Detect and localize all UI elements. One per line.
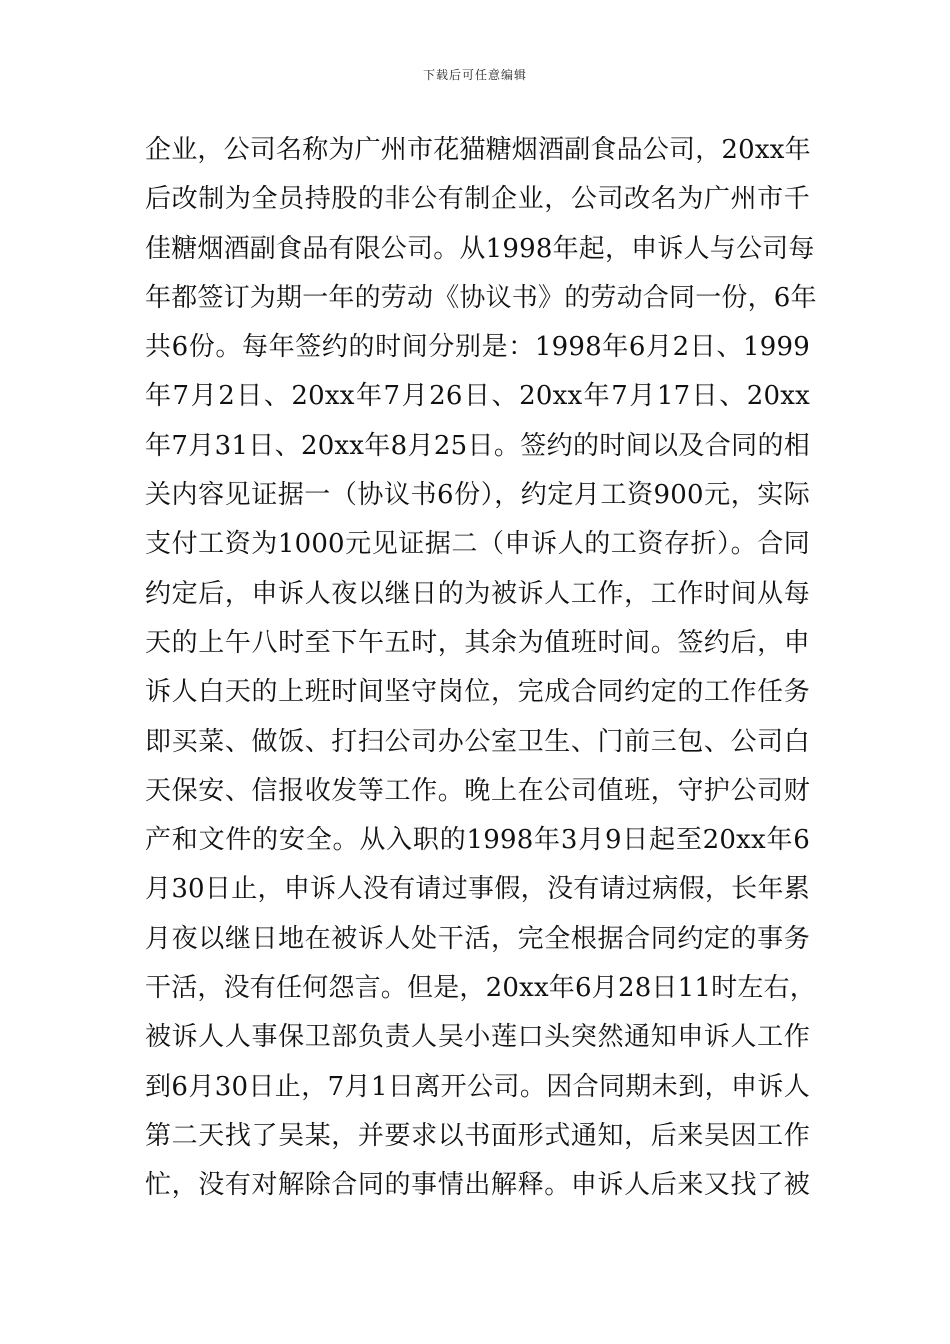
text-line: 关内容见证据一（协议书6份），约定月工资900元，实际 (145, 480, 810, 511)
text-line: 天的上午八时至下午五时，其余为值班时间。签约后，申 (145, 627, 810, 658)
text-line: 后改制为全员持股的非公有制企业，公司改名为广州市千 (145, 184, 810, 215)
text-line: 约定后，申诉人夜以继日的为被诉人工作，工作时间从每 (145, 578, 810, 609)
text-line: 到6月30日止，7月1日离开公司。因合同期未到，申诉人 (145, 1071, 810, 1102)
text-line: 年7月31日、20xx年8月25日。签约的时间以及合同的相 (145, 430, 810, 461)
text-line: 佳糖烟酒副食品有限公司。从1998年起，申诉人与公司每 (145, 233, 815, 264)
text-line: 支付工资为1000元见证据二（申诉人的工资存折）。合同 (145, 529, 810, 560)
text-line: 企业，公司名称为广州市花猫糖烟酒副食品公司，20xx年 (145, 135, 811, 165)
text-line: 诉人白天的上班时间坚守岗位，完成合同约定的工作任务 (145, 677, 810, 708)
text-line: 年都签订为期一年的劳动《协议书》的劳动合同一份，6年 (145, 282, 817, 313)
text-line: 天保安、信报收发等工作。晚上在公司值班，守护公司财 (145, 775, 810, 806)
text-line: 月30日止，申诉人没有请过事假，没有请过病假，长年累 (145, 874, 810, 905)
text-line: 年7月2日、20xx年7月26日、20xx年7月17日、20xx (145, 381, 810, 412)
text-line: 共6份。每年签约的时间分别是：1998年6月2日、1999 (145, 332, 810, 363)
page-header: 下载后可任意编辑 (422, 68, 527, 82)
text-line: 忙，没有对解除合同的事情出解释。申诉人后来又找了被 (145, 1170, 810, 1201)
text-line: 被诉人人事保卫部负责人吴小莲口头突然通知申诉人工作 (145, 1022, 810, 1053)
text-line: 月夜以继日地在被诉人处干活，完全根据合同约定的事务 (145, 923, 810, 954)
body-text (145, 126, 817, 1211)
text-line: 即买菜、做饭、打扫公司办公室卫生、门前三包、公司白 (145, 726, 810, 757)
text-line: 干活，没有任何怨言。但是，20xx年6月28日11时左右， (145, 973, 816, 1004)
text-line: 产和文件的安全。从入职的1998年3月9日起至20xx年6 (145, 825, 810, 856)
text-line: 第二天找了吴某，并要求以书面形式通知，后来吴因工作 (145, 1120, 810, 1151)
